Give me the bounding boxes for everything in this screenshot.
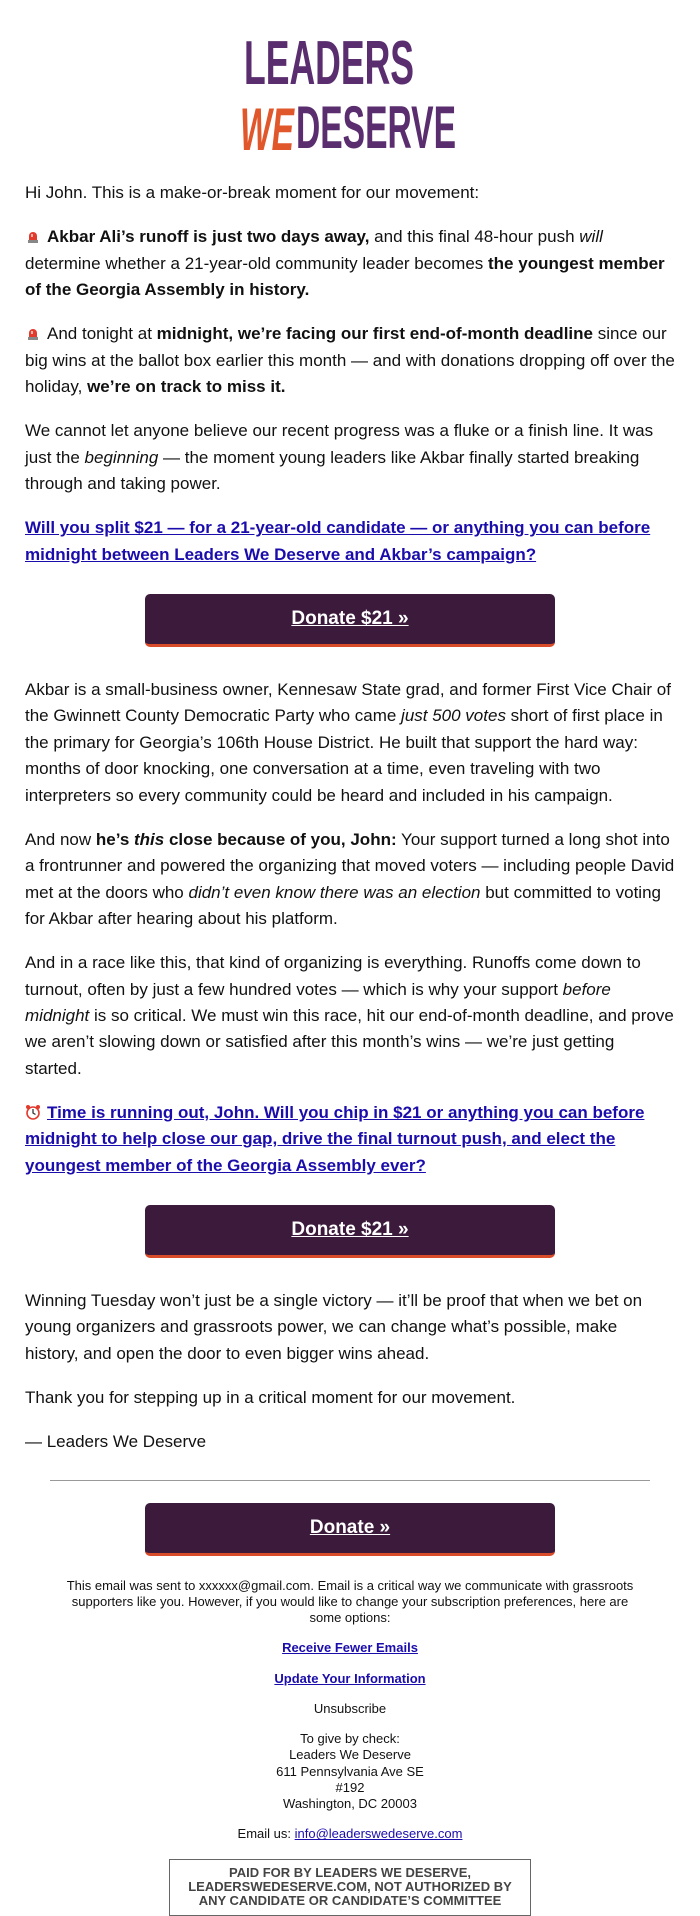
email-us [60, 1826, 640, 1842]
email-footer [0, 1578, 700, 1916]
deadline-text-b: since our big wins at the ballot box earlier this month — and with donations dropping off over the holiday, [25, 324, 675, 397]
donate-row-2 [25, 1205, 675, 1258]
subscription-notice: This email was sent to xxxxxx@gmail.com. Email is a critical way we communicate with grassroots supporters like you. However, if you would like to change your subscription preferences, here are some options: [66, 1577, 634, 1626]
mailing-address [60, 1731, 640, 1812]
leaders-we-deserve-logo [240, 28, 460, 158]
cta-paragraph-2 [25, 1100, 675, 1179]
deadline-text-a: And tonight at [47, 324, 157, 344]
deadline-bold-a: midnight, we’re facing our first end-of-month deadline [156, 324, 593, 344]
runoff-bold: Akbar Ali’s runoff is just two days away, [47, 227, 370, 247]
contact-email-link[interactable]: info@leaderswedeserve.com [294, 1826, 463, 1842]
support-bold-italic: this [134, 829, 165, 849]
support-italic: didn’t even know there was an election [188, 882, 481, 902]
split-donation-link[interactable]: Will you split $21 — for a 21-year-old candidate — or anything you can before midnight between Leaders We Deserve and Akbar’s campaign? [25, 518, 651, 564]
footer-donate-row [0, 1503, 700, 1556]
chip-in-link[interactable]: Time is running out, John. Will you chip in $21 or anything you can before midnight to help close our gap, drive the final turnout push, and elect the youngest member of the Georgia Assembly ever? [25, 1102, 645, 1175]
organizing-text-a: And in a race like this, that kind of organizing is everything. Runoffs come down to turnout, often by just a few hundred votes — which is why your support [25, 953, 641, 999]
support-paragraph [25, 827, 675, 932]
organizing-text-b: is so critical. We must win this race, hit our end-of-month deadline, and prove we aren’t slowing down or satisfied after this month’s wins — we’re just getting started. [25, 1005, 674, 1078]
cta-paragraph-1 [25, 515, 675, 568]
winning-paragraph: Winning Tuesday won’t just be a single victory — it’ll be proof that when we bet on young organizers and grassroots power, we can change what’s possible, make history, and open the door to even bigger wins ahead. [25, 1290, 643, 1363]
support-text-b: Your support turned a long shot into a frontrunner and powered the organizing that moved voters — including people David met at the doors who [25, 829, 675, 902]
logo-we: WE [240, 96, 296, 158]
bio-text-a: Akbar is a small-business owner, Kennesaw State grad, and former First Vice Chair of the Gwinnett County Democratic Party who came [25, 680, 671, 726]
intro-paragraph: Hi John. This is a make-or-break moment for our movement: [25, 183, 480, 202]
progress-text-a: We cannot let anyone believe our recent progress was a fluke or a finish line. It was just the [25, 421, 654, 467]
email-container [0, 28, 700, 1916]
logo-deserve: DESERVE [296, 94, 456, 158]
progress-text-b: — the moment young leaders like Akbar finally started breaking through and taking power. [25, 447, 640, 494]
donate-21-button[interactable]: Donate $21 » [145, 594, 555, 647]
siren-icon [25, 325, 41, 341]
address-org: Leaders We Deserve [289, 1747, 411, 1763]
signoff: — Leaders We Deserve [25, 1432, 207, 1452]
donate-row-1 [25, 594, 675, 647]
deadline-paragraph [25, 321, 675, 400]
email-body [0, 180, 700, 1456]
donate-21-button-2[interactable]: Donate $21 » [145, 1205, 555, 1258]
alarm-clock-icon [25, 1104, 41, 1120]
address-suite: #192 [335, 1779, 365, 1795]
thanks-paragraph: Thank you for stepping up in a critical moment for our movement. [25, 1388, 516, 1407]
footer-divider [50, 1480, 650, 1481]
address-city: Washington, DC 20003 [283, 1796, 417, 1812]
deadline-bold-b: we’re on track to miss it. [87, 377, 286, 397]
progress-paragraph [25, 418, 675, 497]
unsubscribe-text: Unsubscribe [313, 1700, 387, 1716]
receive-fewer-emails-link[interactable]: Receive Fewer Emails [282, 1640, 418, 1656]
email-label: Email us: [237, 1826, 295, 1842]
paid-for-disclaimer: PAID FOR BY LEADERS WE DESERVE, LEADERSWEDESERVE.COM, NOT AUTHORIZED BY ANY CANDIDATE OR CANDIDATE’S COMMITTEE [169, 1859, 531, 1916]
address-street: 611 Pennsylvania Ave SE [276, 1763, 424, 1779]
bio-italic: just 500 votes [401, 706, 506, 726]
bio-text-b: short of first place in the primary for Georgia’s 106th House District. He built that support the hard way: months of door knocking, one conversation at a time, even traveling with two interpreters so every community could be heard and included in his campaign. [25, 706, 663, 805]
support-bold-a: he’s [95, 829, 134, 849]
runoff-bold-b: the youngest member of the Georgia Assembly in history. [25, 253, 665, 300]
siren-icon [25, 228, 41, 244]
logo-line1: LEADERS [244, 29, 414, 98]
support-text-a: And now [25, 829, 96, 849]
organizing-paragraph [25, 950, 675, 1082]
progress-italic: beginning [84, 447, 159, 467]
bio-paragraph [25, 677, 675, 809]
runoff-italic: will [579, 227, 603, 247]
support-bold-b: close because of you, John: [164, 829, 397, 849]
runoff-text-b: determine whether a 21-year-old community leader becomes [25, 253, 489, 273]
footer-donate-button[interactable]: Donate » [145, 1503, 555, 1556]
runoff-paragraph [25, 224, 675, 303]
update-information-link[interactable]: Update Your Information [274, 1670, 426, 1686]
support-text-c: but committed to voting for Akbar after hearing about his platform. [25, 882, 661, 928]
check-label: To give by check: [300, 1731, 400, 1747]
runoff-text-a: and this final 48-hour push [369, 227, 580, 247]
organizing-italic: before midnight [25, 979, 611, 1025]
